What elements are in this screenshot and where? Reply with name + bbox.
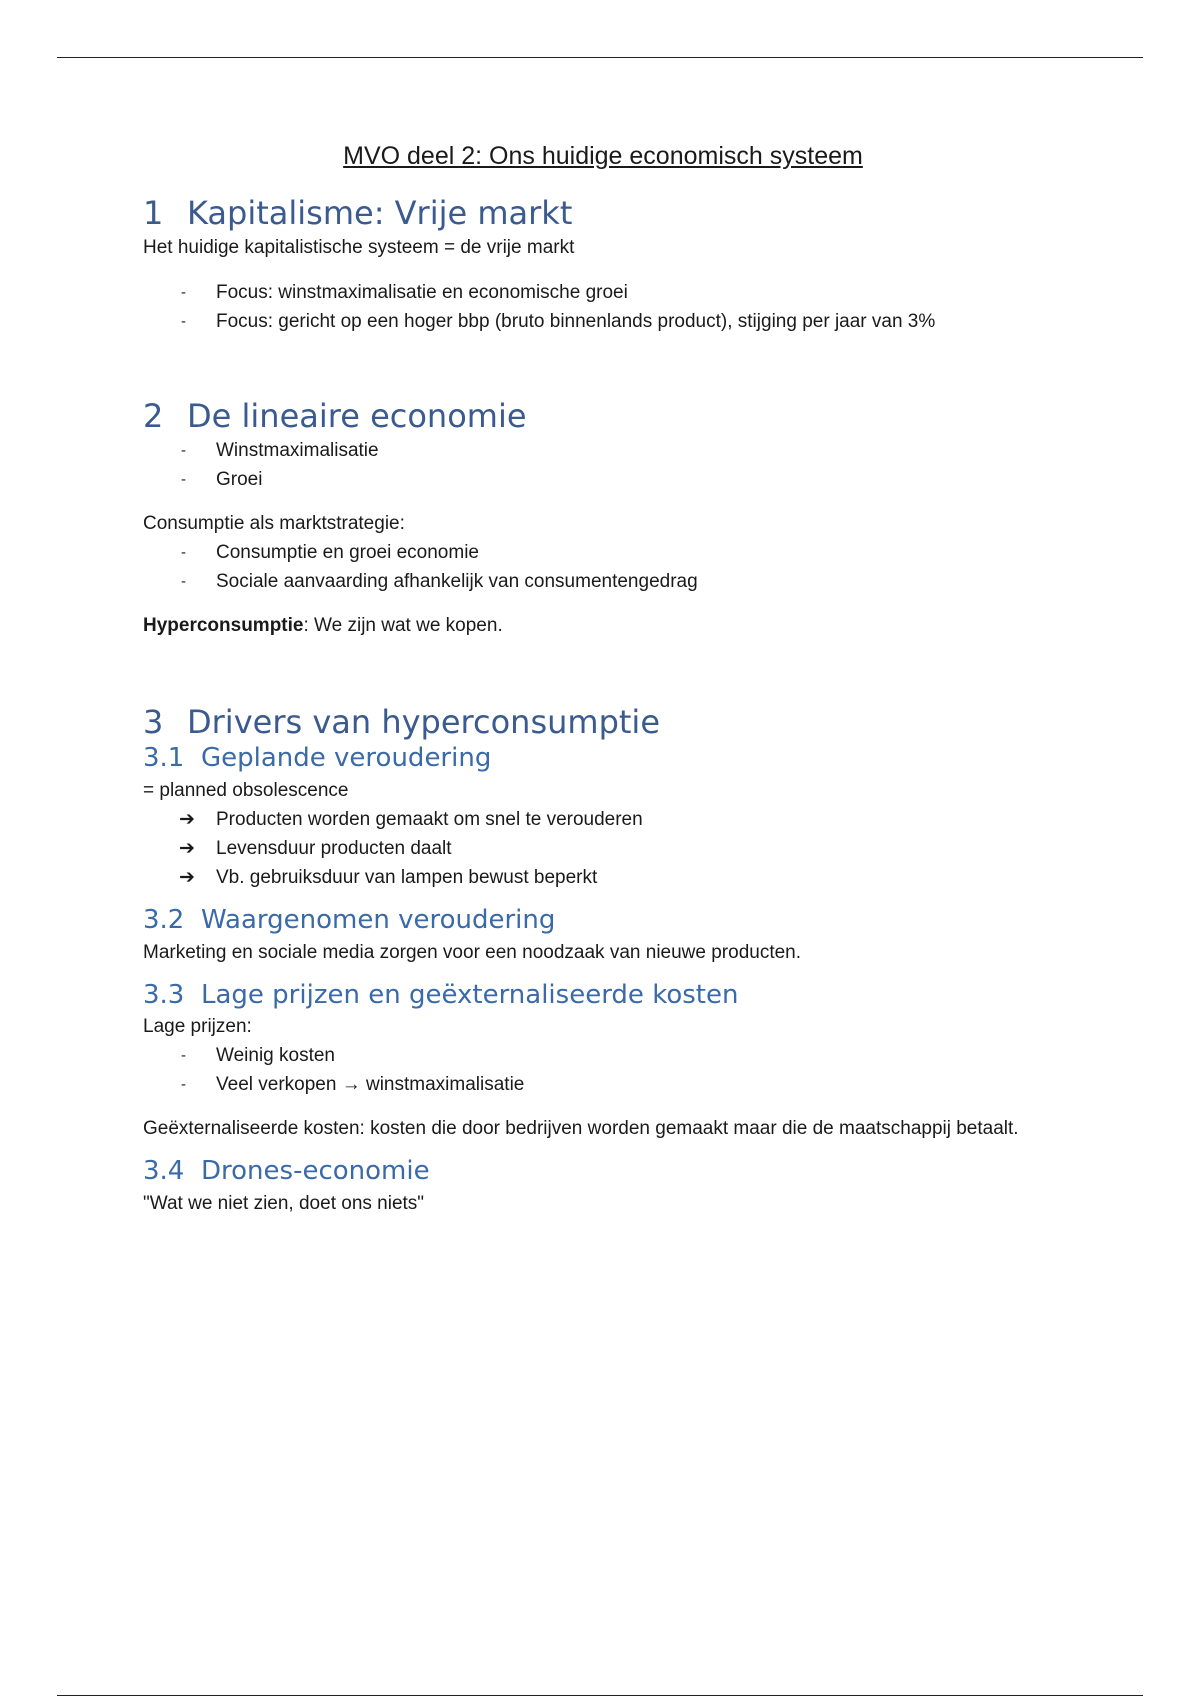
- list-item: ➔ Producten worden gemaakt om snel te verouderen: [143, 805, 1043, 834]
- low-prices-label: Lage prijzen:: [143, 1016, 252, 1038]
- section-number: 2: [143, 397, 164, 435]
- bottom-rule: [57, 1695, 1143, 1696]
- list-item: - Veel verkopen → winstmaximalisatie: [143, 1070, 1043, 1099]
- section-title: Drivers van hyperconsumptie: [187, 703, 660, 741]
- dash-bullet-icon: -: [181, 544, 186, 561]
- dash-bullet-icon: -: [181, 1047, 186, 1065]
- section-3-4-quote: "Wat we niet zien, doet ons niets": [143, 1193, 425, 1215]
- section-number: 3: [143, 703, 164, 741]
- list-item: - Weinig kosten: [143, 1041, 1043, 1070]
- section-title: Kapitalisme: Vrije markt: [187, 194, 573, 232]
- heading-section-3-4: [143, 1155, 1043, 1189]
- section-title: Drones-economie: [201, 1156, 430, 1187]
- section-number: 3.3: [143, 979, 185, 1010]
- heading-section-3-3: [143, 979, 1043, 1013]
- arrow-right-icon: →: [341, 1074, 361, 1096]
- document-body: [143, 142, 1043, 1218]
- section-title: De lineaire economie: [187, 397, 527, 435]
- arrow-right-icon: ➔: [179, 866, 195, 888]
- dash-bullet-icon: -: [181, 284, 186, 301]
- heading-section-3-2: [143, 904, 1043, 938]
- top-rule: [57, 57, 1143, 58]
- list-item: - Sociale aanvaarding afhankelijk van consumentengedrag: [143, 567, 1043, 596]
- arrow-right-icon: ➔: [179, 808, 195, 830]
- dash-bullet-icon: -: [181, 442, 186, 459]
- section-number: 3.2: [143, 904, 185, 935]
- consumption-bullets: [143, 538, 1043, 596]
- list-item: ➔ Levensduur producten daalt: [143, 834, 1043, 863]
- dash-bullet-icon: -: [181, 573, 186, 590]
- section-3-2-text: Marketing en sociale media zorgen voor een noodzaak van nieuwe producten.: [143, 941, 802, 963]
- heading-section-1: [143, 193, 1043, 233]
- section-title: Geplande veroudering: [201, 743, 492, 773]
- heading-section-3-1: [143, 742, 1043, 776]
- section-2-bullets: [143, 436, 1043, 494]
- hyperconsumption-definition: Hyperconsumptie: We zijn wat we kopen.: [143, 615, 503, 636]
- list-item: - Focus: winstmaximalisatie en economische groei: [143, 278, 1043, 307]
- externalized-costs-text: Geëxternaliseerde kosten: kosten die door bedrijven worden gemaakt maar die de maatschappij betaalt.: [143, 1118, 1019, 1140]
- section-title: Lage prijzen en geëxternaliseerde kosten: [201, 979, 739, 1010]
- list-item: ➔ Vb. gebruiksduur van lampen bewust beperkt: [143, 863, 1043, 892]
- dash-bullet-icon: -: [181, 1076, 186, 1094]
- list-item: - Consumptie en groei economie: [143, 538, 1043, 567]
- hyperconsumption-term: Hyperconsumptie: [143, 615, 304, 636]
- heading-section-3: [143, 702, 1043, 742]
- arrow-right-icon: ➔: [179, 837, 195, 859]
- dash-bullet-icon: -: [181, 471, 186, 488]
- list-item: - Winstmaximalisatie: [143, 436, 1043, 465]
- section-number: 1: [143, 194, 164, 232]
- list-item: - Groei: [143, 465, 1043, 494]
- low-prices-bullets: [143, 1041, 1043, 1099]
- section-number: 3.1: [143, 743, 185, 773]
- section-title: Waargenomen veroudering: [201, 904, 556, 935]
- section-number: 3.4: [143, 1156, 185, 1187]
- section-3-1-intro: = planned obsolescence: [143, 779, 349, 801]
- dash-bullet-icon: -: [181, 313, 186, 330]
- section-1-intro: Het huidige kapitalistische systeem = de vrije markt: [143, 237, 575, 258]
- section-3-1-arrows: [143, 805, 1043, 892]
- section-1-bullets: [143, 278, 1043, 336]
- list-item: - Focus: gericht op een hoger bbp (bruto binnenlands product), stijging per jaar van 3%: [143, 307, 1043, 336]
- heading-section-2: [143, 396, 1043, 436]
- document-title: MVO deel 2: Ons huidige economisch systeem: [343, 142, 863, 170]
- consumption-label: Consumptie als marktstrategie:: [143, 513, 405, 534]
